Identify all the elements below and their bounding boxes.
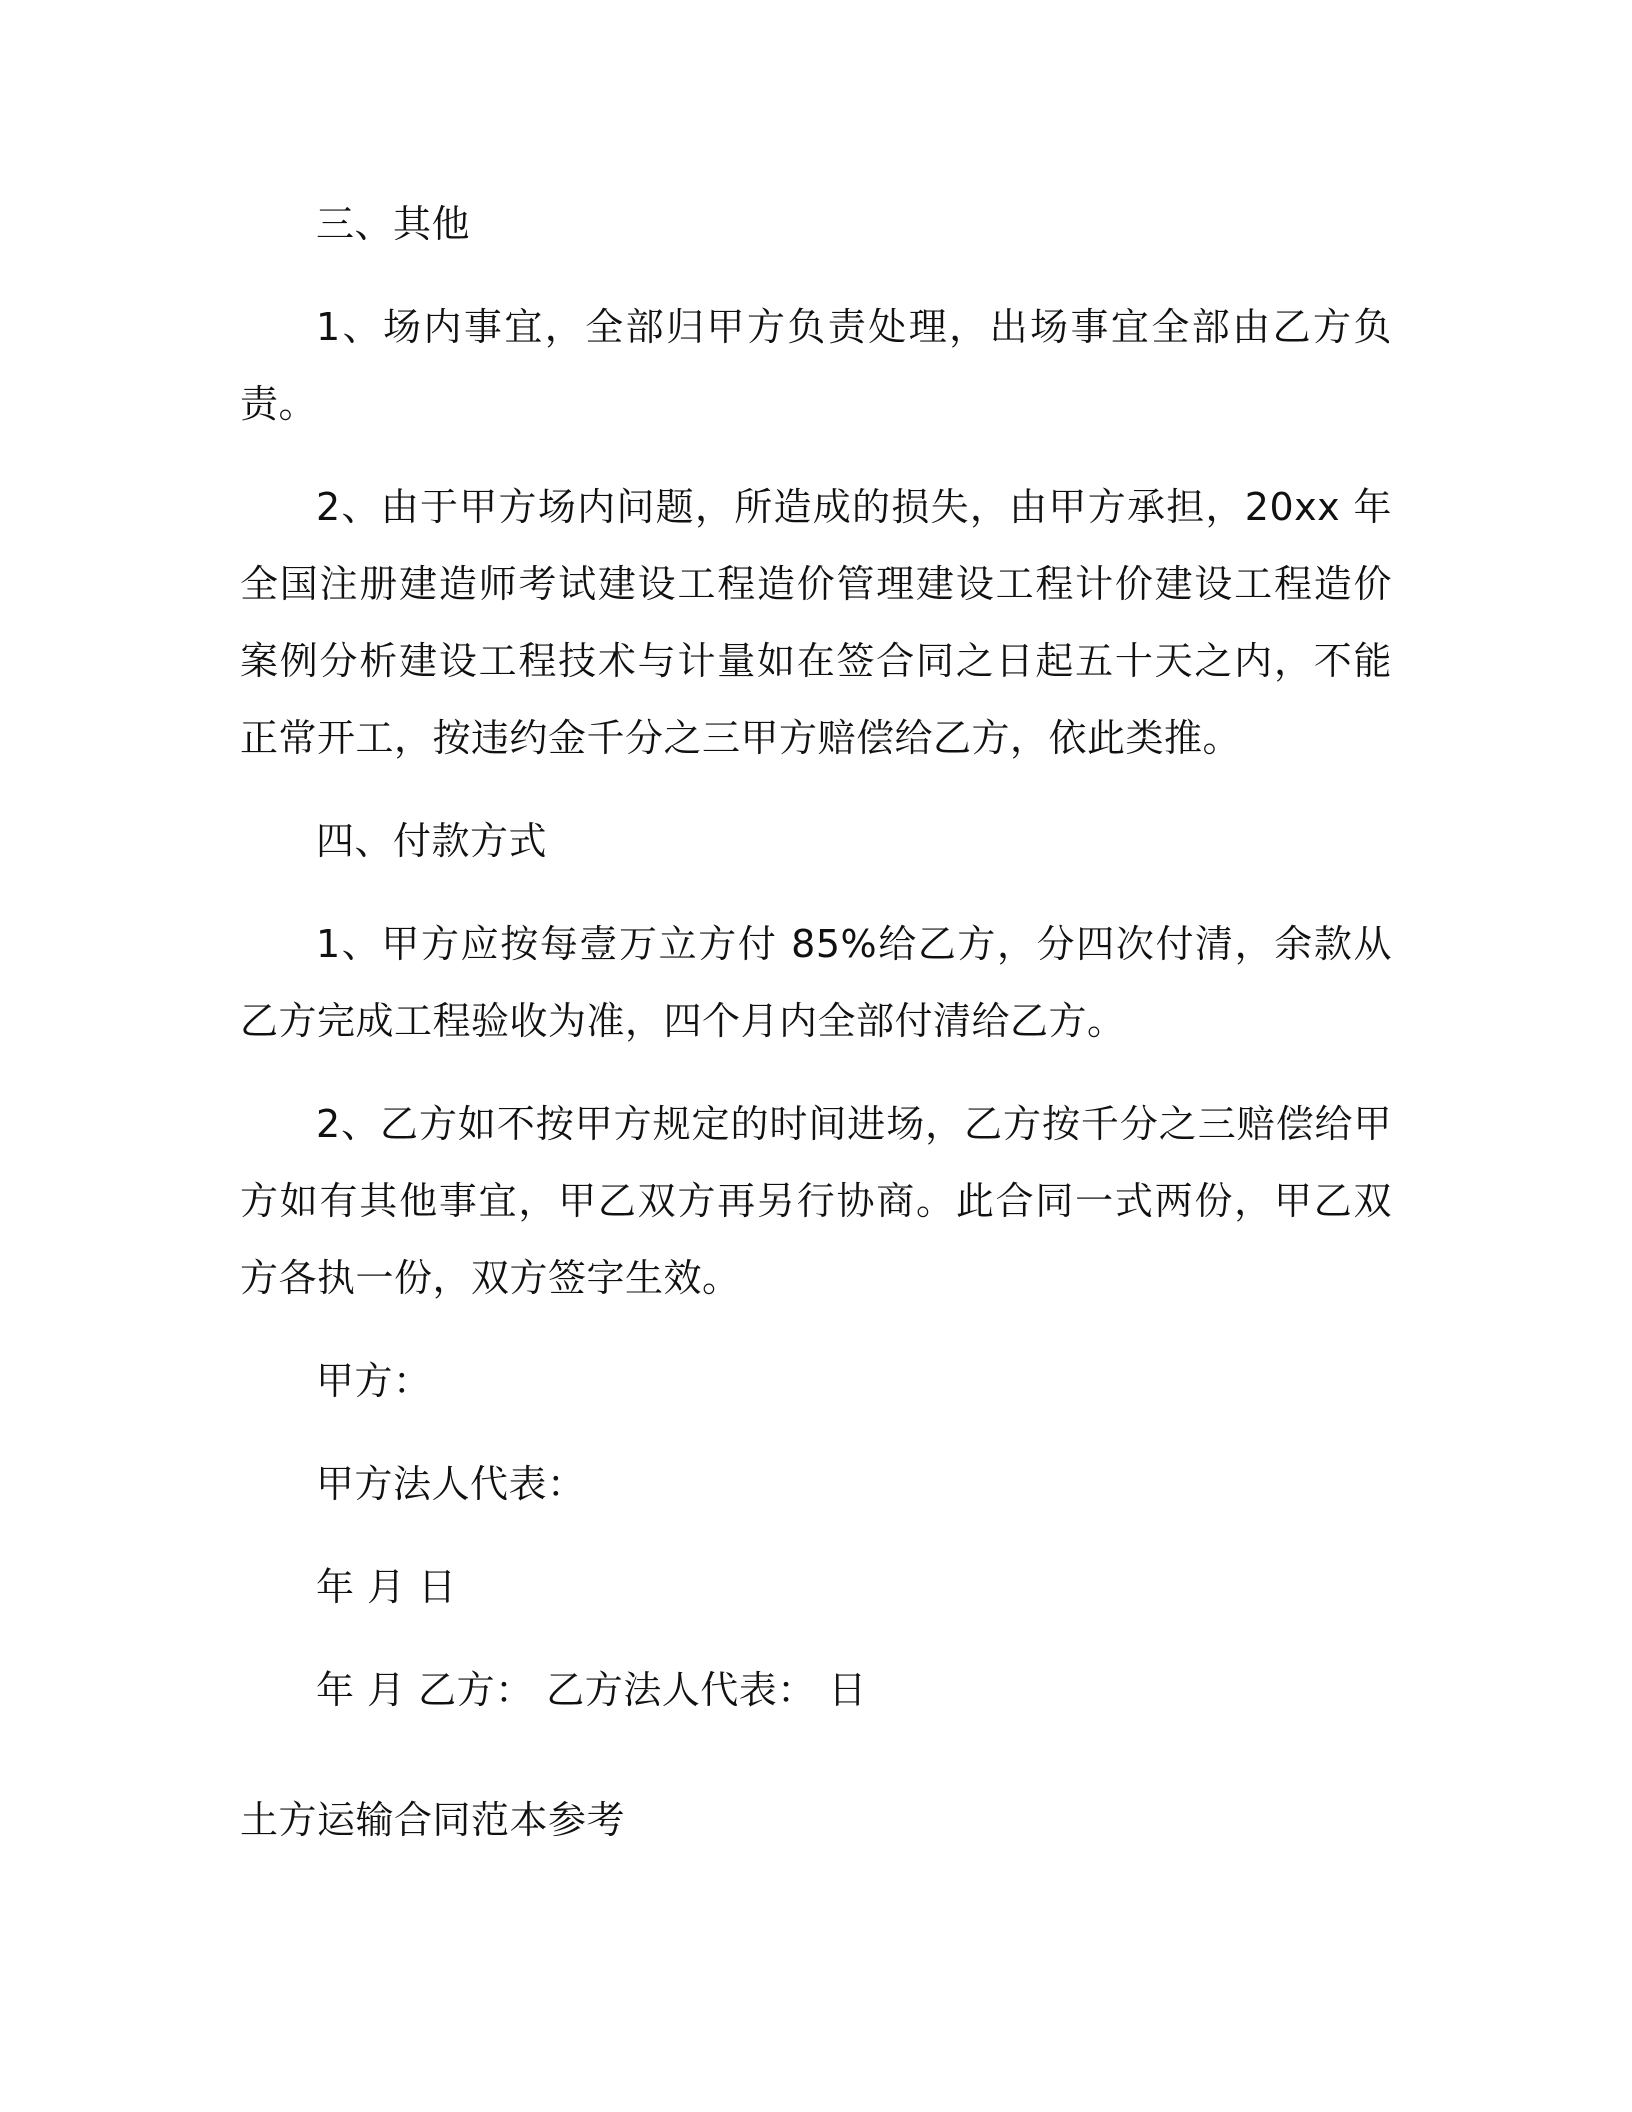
clause-3-2: 2、由于甲方场内问题，所造成的损失，由甲方承担，20xx 年全国注册建造师考试建设工程造价管理建设工程计价建设工程造价案例分析建设工程技术与计量如在签合同之日起五十天之内，不能正常开工，按违约金千分之三甲方赔偿给乙方，依此类推。 xyxy=(240,485,1392,760)
party-a-representative-label: 甲方法人代表： xyxy=(316,1462,586,1506)
clause-4-2: 2、乙方如不按甲方规定的时间进场，乙方按千分之三赔偿给甲方如有其他事宜，甲乙双方再另行协商。此合同一式两份，甲乙双方各执一份，双方签字生效。 xyxy=(240,1102,1392,1300)
clause-3-1: 1、场内事宜，全部归甲方负责处理，出场事宜全部由乙方负责。 xyxy=(240,305,1392,426)
party-b-signature-line: 年 月 乙方： 乙方法人代表： 日 xyxy=(316,1668,867,1712)
document-footer-title: 土方运输合同范本参考 xyxy=(240,1798,626,1842)
date-line: 年 月 日 xyxy=(316,1565,457,1609)
party-a-label: 甲方： xyxy=(316,1359,432,1403)
clause-4-1: 1、甲方应按每壹万立方付 85%给乙方，分四次付清，余款从乙方完成工程验收为准，四个月内全部付清给乙方。 xyxy=(240,922,1392,1043)
document-body xyxy=(240,186,1392,1755)
section-heading-other: 三、其他 xyxy=(316,202,471,246)
section-heading-payment: 四、付款方式 xyxy=(316,819,548,863)
